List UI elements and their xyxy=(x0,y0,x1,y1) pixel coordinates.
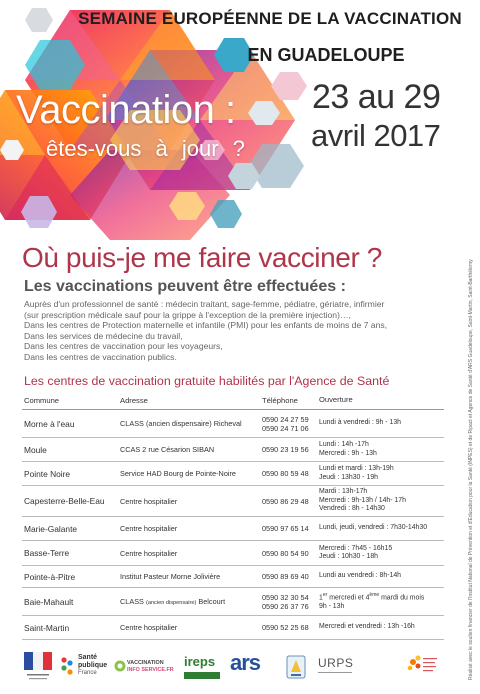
date-range-month-year: avril 2017 xyxy=(311,118,441,153)
col-header-commune: Commune xyxy=(24,396,60,405)
subheading: Les vaccinations peuvent être effectuées : xyxy=(24,278,346,295)
cell-telephone: 0590 32 30 54 0590 26 37 76 xyxy=(262,592,309,611)
table-row xyxy=(22,588,444,616)
cell-adresse: Institut Pasteur Morne Jolivière xyxy=(120,572,221,581)
vaccination-info-service-logo: VACCINATION INFO SERVICE.FR xyxy=(114,652,176,688)
side-credit-text: Réalisé avec le soutien financier de l'Institut National de Prévention et d'Education pour la Santé (INPES) et de Ripact et Agence de Santé d'ARS Guadeloupe, Saint-Martin, Saint-Barthélemy xyxy=(468,259,474,680)
cell-ouverture: Lundi, jeudi, vendredi : 7h30-14h30 xyxy=(319,524,428,532)
cell-ouverture: Lundi à vendredi : 9h - 13h xyxy=(319,419,401,427)
cell-commune: Pointe-à-Pitre xyxy=(24,571,76,582)
headline-question: êtes-vous à jour ? xyxy=(46,136,245,161)
intro-line: Dans les services de médecine du travail, xyxy=(24,330,183,341)
cell-ouverture: Mardi : 13h-17h Mercredi : 9h-13h / 14h- 17h Vendredi : 8h - 14h30 xyxy=(319,488,406,513)
intro-line: Dans les centres de vaccination publics. xyxy=(24,351,177,362)
cell-commune: Baie-Mahault xyxy=(24,596,74,607)
cell-adresse: CLASS (ancien dispensaire) Richeval xyxy=(120,419,242,428)
sante-publique-france-logo: Santé publique France xyxy=(60,652,108,688)
cell-adresse: CCAS 2 rue Césarion SIBAN xyxy=(120,445,215,454)
republique-francaise-logo xyxy=(24,652,52,688)
cell-ouverture: Mercredi : 7h45 - 16h15 Jeudi : 10h30 - 18h xyxy=(319,544,393,560)
date-range-days: 23 au 29 xyxy=(312,78,441,116)
section-title: Les centres de vaccination gratuite habilités par l'Agence de Santé xyxy=(24,374,390,388)
semaine-europeenne-emblem xyxy=(404,652,440,688)
cell-commune: Pointe Noire xyxy=(24,468,71,479)
col-header-telephone: Téléphone xyxy=(262,396,298,405)
cell-telephone: 0590 97 65 14 xyxy=(262,524,309,533)
table-row xyxy=(22,438,444,462)
cell-telephone: 0590 23 19 56 xyxy=(262,445,309,454)
cell-ouverture: 1er mercredi et 4ème mardi du mois 9h - 13h xyxy=(319,592,425,611)
cell-ouverture: Lundi : 14h -17h Mercredi : 9h - 13h xyxy=(319,441,377,457)
intro-line: Dans les centres de Protection maternelle et infantile (PMI) pour les enfants de moins de 7 ans, xyxy=(24,320,388,331)
cell-telephone: 0590 52 25 68 xyxy=(262,623,309,632)
table-row xyxy=(22,486,444,517)
partner-logos xyxy=(0,652,480,692)
table-row xyxy=(22,517,444,541)
cell-telephone: 0590 86 29 48 xyxy=(262,496,309,506)
vaccination-centres-table xyxy=(22,392,444,640)
cell-adresse: Centre hospitalier xyxy=(120,548,178,558)
cell-telephone: 0590 89 69 40 xyxy=(262,572,309,581)
campaign-title: SEMAINE EUROPÉENNE DE LA VACCINATION xyxy=(78,9,462,28)
table-row xyxy=(22,616,444,640)
ireps-logo: ireps xyxy=(182,652,222,688)
cell-adresse: Centre hospitalier xyxy=(120,524,178,533)
col-header-adresse: Adresse xyxy=(120,396,148,405)
cell-telephone: 0590 80 59 48 xyxy=(262,469,309,478)
table-row xyxy=(22,566,444,588)
cell-adresse: Service HAD Bourg de Pointe-Noire xyxy=(120,469,236,478)
col-header-ouverture: Ouverture xyxy=(319,395,353,405)
cell-adresse: Centre hospitalier xyxy=(120,623,178,632)
intro-paragraph xyxy=(24,299,464,363)
cell-commune: Basse-Terre xyxy=(24,548,70,558)
table-row xyxy=(22,541,444,566)
cell-commune: Capesterre-Belle-Eau xyxy=(24,496,105,506)
cell-commune: Saint-Martin xyxy=(24,622,70,633)
cell-telephone: 0590 24 27 59 0590 24 71 06 xyxy=(262,414,309,433)
main-question-heading: Où puis-je me faire vacciner ? xyxy=(22,242,382,273)
intro-line: (sur prescription médicale sauf pour la grippe à l'exception de la première injection)…, xyxy=(24,309,351,320)
ars-logo: ars xyxy=(230,650,261,675)
emblem-logo xyxy=(283,652,311,688)
cell-adresse: CLASS (ancien dispensaire) Belcourt xyxy=(120,597,226,606)
cell-telephone: 0590 80 54 90 xyxy=(262,548,309,558)
cell-ouverture: Lundi et mardi : 13h-19h Jeudi : 13h30 - 19h xyxy=(319,465,394,481)
intro-line: Auprès d'un professionnel de santé : médecin traitant, sage-femme, pédiatre, gériatre, infirmier xyxy=(24,299,385,309)
cell-commune: Morne à l'eau xyxy=(24,418,75,429)
cell-ouverture: Lundi au vendredi : 8h-14h xyxy=(319,572,401,580)
cell-adresse: Centre hospitalier xyxy=(120,496,178,506)
cell-commune: Moule xyxy=(24,444,47,455)
table-row xyxy=(22,462,444,486)
cell-commune: Marie-Galante xyxy=(24,523,78,534)
intro-line: Dans les centres de vaccination pour les voyageurs, xyxy=(24,341,223,352)
region-title: EN GUADELOUPE xyxy=(247,45,405,65)
table-row xyxy=(22,410,444,438)
cell-ouverture: Mercredi et vendredi : 13h -16h xyxy=(319,623,415,631)
table-header xyxy=(22,392,444,410)
urps-logo: URPS xyxy=(318,652,354,688)
vaccination-headline: Vaccination : xyxy=(16,88,236,132)
